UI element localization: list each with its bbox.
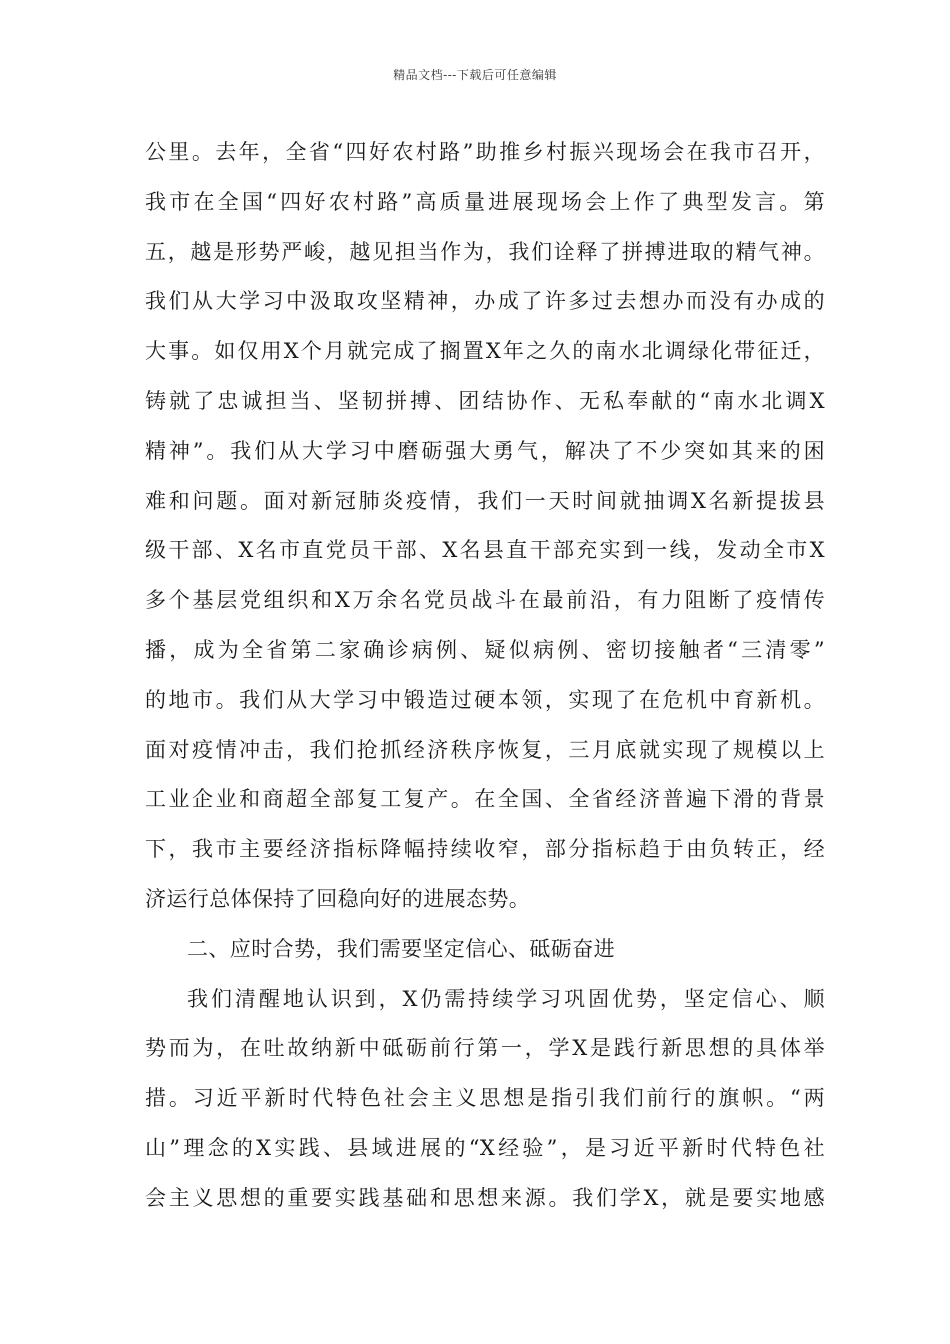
text-line: 会主义思想的重要实践基础和思想来源。我们学X，就是要实地感 xyxy=(145,1185,825,1210)
text-line: 铸就了忠诚担当、坚韧拼搏、团结协作、无私奉献的“南水北调X xyxy=(145,388,825,413)
text-line: 工业企业和商超全部复工复产。在全国、全省经济普遍下滑的背景 xyxy=(145,787,825,812)
text-line: 我们从大学习中汲取攻坚精神，办成了许多过去想办而没有办成的 xyxy=(145,289,825,314)
text-line: 面对疫情冲击，我们抢抓经济秩序恢复，三月底就实现了规模以上 xyxy=(145,737,825,762)
section-heading: 二、应时合势，我们需要坚定信心、砥砺奋进 xyxy=(187,936,615,961)
text-line: 五，越是形势严峻，越见担当作为，我们诠释了拼搏进取的精气神。 xyxy=(145,239,825,264)
text-line: 山”理念的X实践、县域进展的“X经验”，是习近平新时代特色社 xyxy=(145,1135,825,1160)
text-line: 难和问题。面对新冠肺炎疫情，我们一天时间就抽调X名新提拔县 xyxy=(145,488,825,513)
text-line: 下，我市主要经济指标降幅持续收窄，部分指标趋于由负转正，经 xyxy=(145,837,825,862)
text-line: 多个基层党组织和X万余名党员战斗在最前沿，有力阻断了疫情传 xyxy=(145,588,825,613)
text-line-paragraph-end: 济运行总体保持了回稳向好的进展态势。 xyxy=(145,886,531,911)
text-line: 精神”。我们从大学习中磨砺强大勇气，解决了不少突如其来的困 xyxy=(145,438,825,463)
text-line: 公里。去年，全省“四好农村路”助推乡村振兴现场会在我市召开， xyxy=(145,140,825,164)
document-body xyxy=(145,128,825,1224)
text-line: 播，成为全省第二家确诊病例、疑似病例、密切接触者“三清零” xyxy=(145,637,825,662)
text-line: 的地市。我们从大学习中锻造过硬本领，实现了在危机中育新机。 xyxy=(145,687,825,712)
text-line: 大事。如仅用X个月就完成了搁置X年之久的南水北调绿化带征迁， xyxy=(145,339,825,364)
text-line: 势而为，在吐故纳新中砥砺前行第一，学X是践行新思想的具体举 xyxy=(145,1036,825,1061)
text-line: 措。习近平新时代特色社会主义思想是指引我们前行的旗帜。“两 xyxy=(145,1086,825,1111)
text-line-paragraph-start: 我们清醒地认识到，X仍需持续学习巩固优势，坚定信心、顺 xyxy=(187,986,825,1011)
text-line: 级干部、X名市直党员干部、X名县直干部充实到一线，发动全市X xyxy=(145,538,825,563)
page-header: 精品文档---下载后可任意编辑 xyxy=(393,68,557,82)
text-line: 我市在全国“四好农村路”高质量进展现场会上作了典型发言。第 xyxy=(145,189,825,214)
